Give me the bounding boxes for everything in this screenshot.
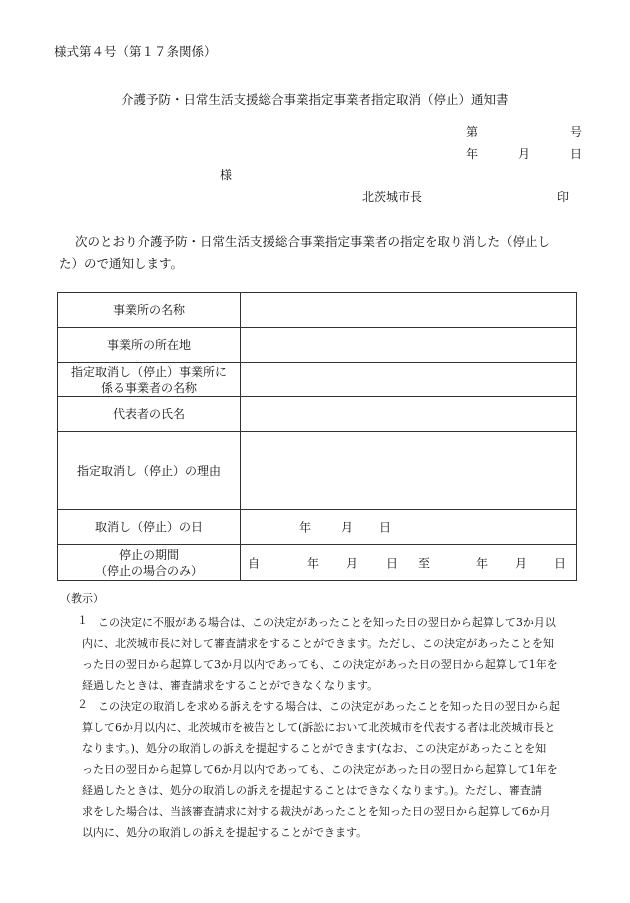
period-to: 至 xyxy=(418,556,431,570)
representative-value xyxy=(241,397,577,432)
note-item-1-line: 内に、北茨城市長に対して審査請求をすることができます。ただし、この決定があったことを知 xyxy=(82,637,555,650)
note-item-2-line: 求をした場合は、当該審査請求に対する裁決があったことを知った日の翌日から起算して6か月 xyxy=(82,805,551,818)
representative-label: 代表者の氏名 xyxy=(58,397,241,432)
date-month-label: 月 xyxy=(518,147,531,161)
note-item-2-line: 算して6か月以内に、北茨城市を被告として(訴訟において北茨城市を代表する者は北茨城市長と xyxy=(82,721,556,734)
cancel-date-label: 取消し（停止）の日 xyxy=(58,510,241,545)
issuer-name: 北茨城市長 xyxy=(362,190,423,204)
suspension-period-label xyxy=(58,545,241,581)
period-to-year: 年 xyxy=(476,556,489,570)
cancel-date-year: 年 xyxy=(299,520,312,535)
seal-mark: 印 xyxy=(557,190,570,204)
period-from-day: 日 xyxy=(386,556,399,570)
suspension-period-label-line-2: （停止の場合のみ） xyxy=(94,563,203,578)
period-to-day: 日 xyxy=(554,556,567,570)
operator-name-label-line-1: 指定取消し（停止）事業所に xyxy=(70,364,227,379)
notes-heading: （教示） xyxy=(60,592,104,605)
table-row xyxy=(58,293,577,328)
operator-name-label-line-2: 係る事業者の名称 xyxy=(100,380,197,395)
period-from-year: 年 xyxy=(307,556,320,570)
period-from: 自 xyxy=(248,556,261,570)
body-line-1: 次のとおり介護予防・日常生活支援総合事業指定事業者の指定を取り消した（停止し xyxy=(75,234,551,249)
table-row xyxy=(58,328,577,363)
note-item-2-line: この決定の取消しを求める訴えをする場合は、この決定があったことを知った日の翌日から起 xyxy=(98,700,560,713)
table-row xyxy=(58,510,577,545)
note-item-2-line: 経過したときは、処分の取消しの訴えを提起することはできなくなります。)。ただし、審査請 xyxy=(82,784,542,797)
number-suffix: 号 xyxy=(570,125,583,139)
info-table xyxy=(57,292,577,581)
date-day-label: 日 xyxy=(570,147,583,161)
body-line-2: た）ので通知します。 xyxy=(59,256,184,271)
document-title: 介護予防・日常生活支援総合事業指定事業者指定取消（停止）通知書 xyxy=(121,92,509,107)
table-row xyxy=(58,397,577,432)
cancel-date-day: 日 xyxy=(379,520,392,535)
office-name-label: 事業所の名称 xyxy=(58,293,241,328)
reason-label: 指定取消し（停止）の理由 xyxy=(58,432,241,510)
note-item-1-number: １ xyxy=(77,614,88,627)
number-prefix: 第 xyxy=(466,125,479,139)
note-item-2-line: 以内に、処分の取消しの訴えを提起することができます。 xyxy=(82,826,368,839)
suspension-period-label-line-1: 停止の期間 xyxy=(118,547,179,562)
period-to-month: 月 xyxy=(515,556,528,570)
period-from-month: 月 xyxy=(346,556,359,570)
form-number: 様式第４号（第１７条関係） xyxy=(54,44,217,59)
office-address-value xyxy=(241,328,577,363)
table-row xyxy=(58,432,577,510)
reason-value xyxy=(241,432,577,510)
note-item-2-line: った日の翌日から起算して6か月以内であっても、この決定があった日の翌日から起算して1年を xyxy=(82,763,558,776)
note-item-1-line: った日の翌日から起算して3か月以内であっても、この決定があった日の翌日から起算して1年を xyxy=(82,658,558,671)
date-year-label: 年 xyxy=(466,147,479,161)
office-address-label: 事業所の所在地 xyxy=(58,328,241,363)
note-item-2-number: ２ xyxy=(77,698,88,711)
table-row xyxy=(58,545,577,581)
office-name-value xyxy=(241,293,577,328)
operator-name-label xyxy=(58,363,241,397)
note-item-2-line: なります。)、処分の取消しの訴えを提起することができます(なお、この決定があったことを知 xyxy=(82,742,547,755)
suspension-period-value xyxy=(241,545,577,581)
table-row xyxy=(58,363,577,397)
note-item-1-line: 経過したときは、審査請求をすることができなくなります。 xyxy=(82,679,379,692)
cancel-date-month: 月 xyxy=(341,520,354,535)
note-item-1-line: この決定に不服がある場合は、この決定があったことを知った日の翌日から起算して3か月以 xyxy=(98,616,556,629)
cancel-date-value xyxy=(241,510,577,545)
operator-name-value xyxy=(241,363,577,397)
recipient-honorific: 様 xyxy=(220,168,233,182)
